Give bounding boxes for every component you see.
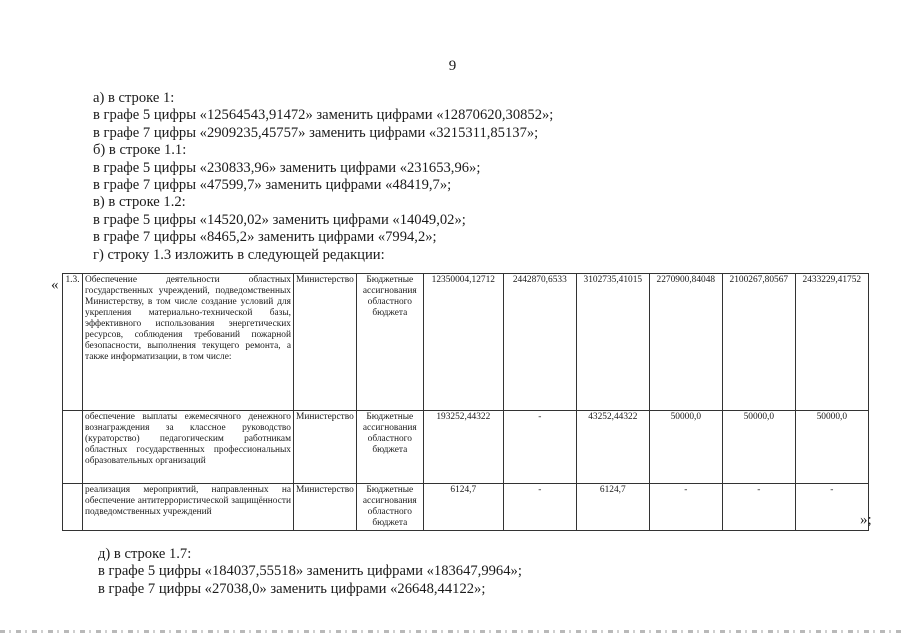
value-cell: - bbox=[503, 484, 576, 531]
row-source: Бюджетные ассигнования областного бюджета bbox=[356, 411, 423, 484]
instruction-line: г) строку 1.3 изложить в следующей редакции: bbox=[93, 246, 385, 263]
row-source: Бюджетные ассигнования областного бюджета bbox=[356, 484, 423, 531]
value-cell: 3102735,41015 bbox=[576, 274, 649, 411]
instruction-line: в) в строке 1.2: bbox=[93, 194, 186, 211]
table-row bbox=[63, 411, 869, 484]
instruction-line: д) в строке 1.7: bbox=[98, 546, 192, 562]
instruction-line: в графе 5 цифры «14520,02» заменить цифрами «14049,02»; bbox=[93, 211, 466, 228]
opening-quote: « bbox=[51, 277, 59, 293]
value-cell: 6124,7 bbox=[576, 484, 649, 531]
table-row bbox=[63, 484, 869, 531]
row-number bbox=[63, 484, 83, 531]
row-description: реализация мероприятий, направленных на обеспечение антитеррористической защищённости подведомственных учреждений bbox=[83, 484, 294, 531]
value-cell: 6124,7 bbox=[423, 484, 503, 531]
row-executor: Министерство bbox=[294, 274, 357, 411]
instruction-line: в графе 7 цифры «27038,0» заменить цифрами «26648,44122»; bbox=[98, 580, 486, 597]
row-executor: Министерство bbox=[294, 484, 357, 531]
value-cell: 43252,44322 bbox=[576, 411, 649, 484]
amendment-instructions-top bbox=[93, 90, 553, 264]
value-cell: 50000,0 bbox=[795, 411, 868, 484]
value-cell: - bbox=[503, 411, 576, 484]
row-executor: Министерство bbox=[294, 411, 357, 484]
value-cell: - bbox=[795, 484, 868, 531]
value-cell: 2270900,84048 bbox=[649, 274, 722, 411]
value-cell: 2433229,41752 bbox=[795, 274, 868, 411]
instruction-line: в графе 7 цифры «2909235,45757» заменить цифрами «3215311,85137»; bbox=[93, 124, 539, 141]
closing-quote: »; bbox=[860, 512, 872, 528]
row-number bbox=[63, 411, 83, 484]
instruction-line: б) в строке 1.1: bbox=[93, 142, 187, 159]
amendment-instructions-bottom bbox=[98, 546, 522, 598]
value-cell: 12350004,12712 bbox=[423, 274, 503, 411]
instruction-line: в графе 5 цифры «12564543,91472» заменить цифрами «12870620,30852»; bbox=[93, 107, 554, 124]
instruction-line: в графе 7 цифры «47599,7» заменить цифрами «48419,7»; bbox=[93, 177, 452, 194]
value-cell: 193252,44322 bbox=[423, 411, 503, 484]
value-cell: 50000,0 bbox=[649, 411, 722, 484]
value-cell: 50000,0 bbox=[722, 411, 795, 484]
instruction-line: в графе 5 цифры «184037,55518» заменить цифрами «183647,9964»; bbox=[98, 563, 522, 580]
instruction-line: в графе 5 цифры «230833,96» заменить цифрами «231653,96»; bbox=[93, 159, 481, 176]
budget-table bbox=[62, 273, 869, 531]
row-source: Бюджетные ассигнования областного бюджета bbox=[356, 274, 423, 411]
page-number: 9 bbox=[448, 58, 457, 74]
value-cell: 2442870,6533 bbox=[503, 274, 576, 411]
row-description: обеспечение выплаты ежемесячного денежного вознаграждения за классное руководство (кураторство) педагогическим работникам областных государственных профессиональных образовательных организаций bbox=[83, 411, 294, 484]
table-row bbox=[63, 274, 869, 411]
row-description: Обеспечение деятельности областных государственных учреждений, подведомственных Министерству, в том числе создание условий для укрепления материально-технической базы, эффективного использования энергетических ресурсов, соблюдения требований пожарной безопасности, выполнения текущего ремонта, а также информатизации, в том числе: bbox=[83, 274, 294, 411]
scan-edge-noise bbox=[0, 630, 905, 633]
instruction-line: в графе 7 цифры «8465,2» заменить цифрами «7994,2»; bbox=[93, 229, 437, 246]
value-cell: 2100267,80567 bbox=[722, 274, 795, 411]
instruction-line: а) в строке 1: bbox=[93, 90, 175, 106]
value-cell: - bbox=[649, 484, 722, 531]
value-cell: - bbox=[722, 484, 795, 531]
row-number: 1.3. bbox=[63, 274, 83, 411]
